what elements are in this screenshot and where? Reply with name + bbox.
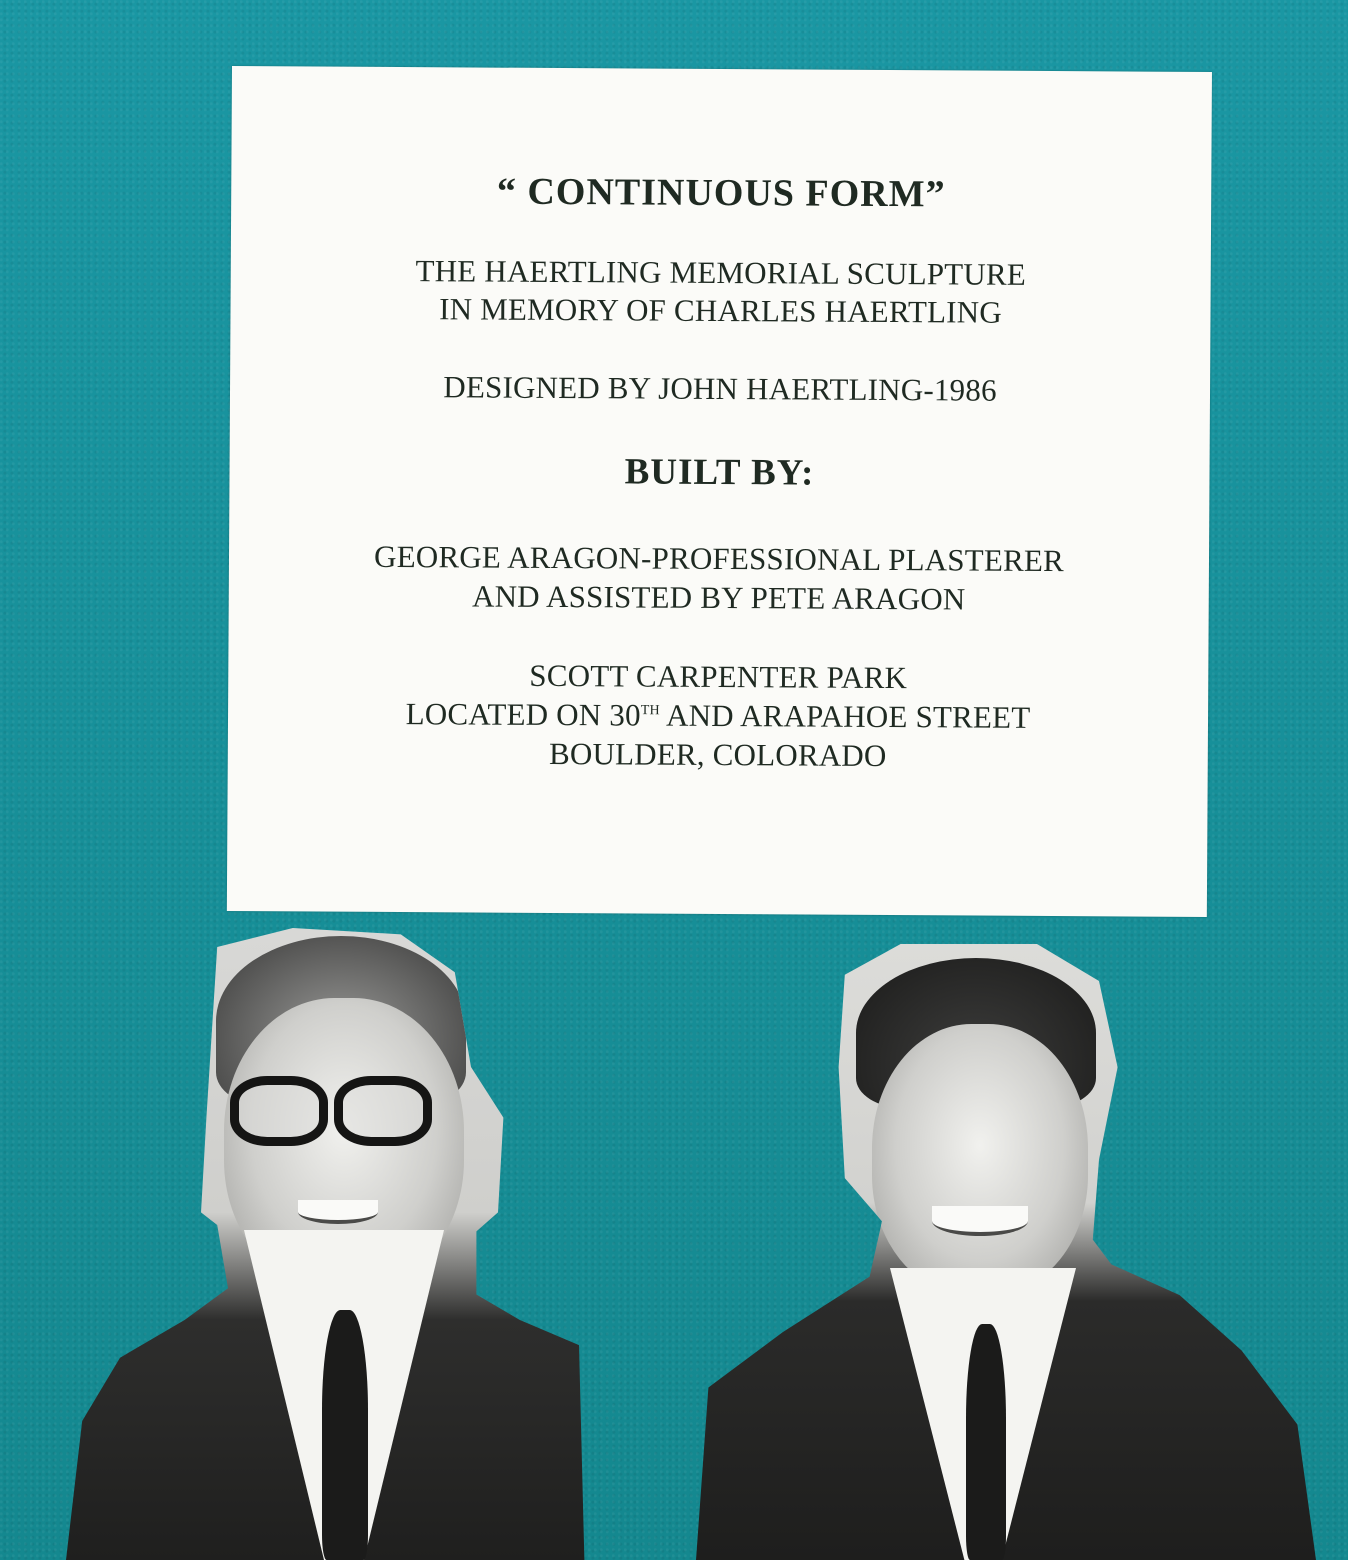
sculpture-title: “ CONTINUOUS FORM” [496,170,946,216]
builder-line-1: GEORGE ARAGON-PROFESSIONAL PLASTERER [373,538,1065,579]
ordinal-superscript: TH [640,703,660,719]
memorial-info-card [227,66,1212,917]
subtitle-line-1: THE HAERTLING MEMORIAL SCULPTURE [415,253,1027,292]
necktie [322,1310,368,1560]
face-shape [872,1024,1088,1294]
smile-shape [298,1200,378,1224]
left-glasses-lens [230,1076,328,1146]
location-line-3: BOULDER, COLORADO [548,735,887,774]
portrait-photo-younger-man [696,944,1316,1560]
smile-shape [932,1206,1028,1236]
designed-by-line: DESIGNED BY JOHN HAERTLING-1986 [443,369,997,408]
builder-line-2: AND ASSISTED BY PETE ARAGON [471,578,966,617]
location-line-2-end: AND ARAPAHOE STREET [659,697,1031,735]
right-glasses-lens [334,1076,432,1146]
necktie [966,1324,1006,1560]
portrait-photo-older-man-glasses [66,928,606,1560]
location-line-1: SCOTT CARPENTER PARK [529,657,908,696]
location-line-2-start: LOCATED ON 30 [405,696,641,733]
subtitle-line-2: IN MEMORY OF CHARLES HAERTLING [439,291,1002,330]
built-by-heading: BUILT BY: [624,451,815,494]
location-line-2 [228,695,1208,737]
